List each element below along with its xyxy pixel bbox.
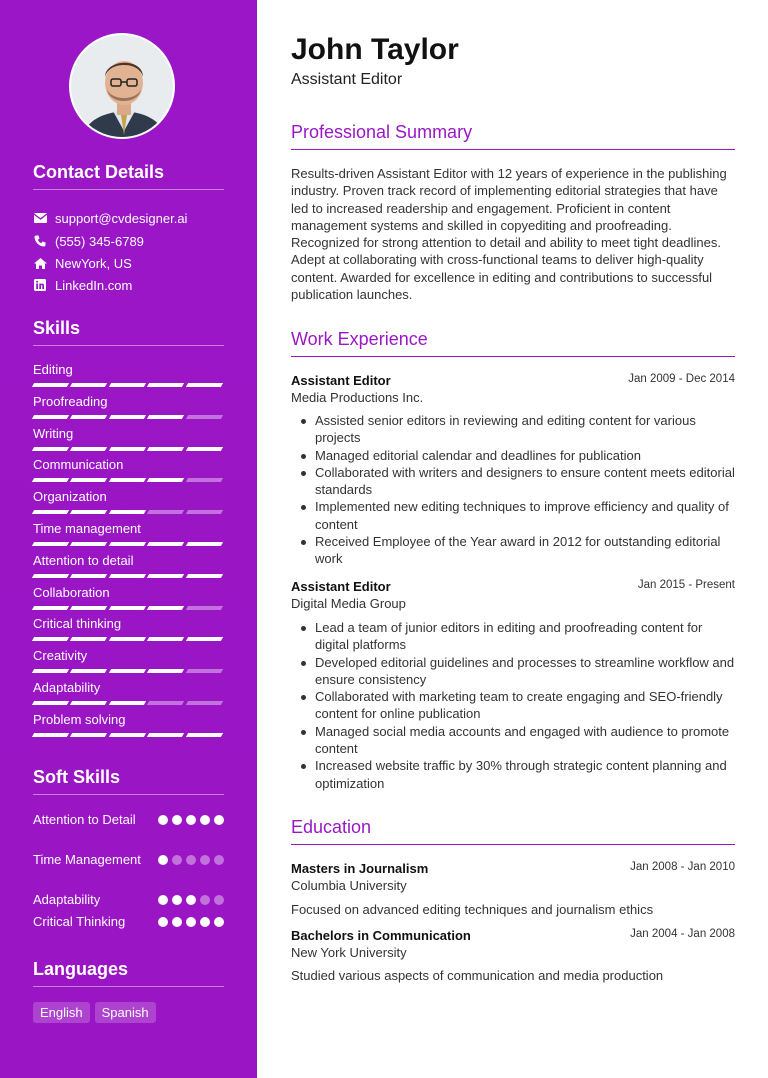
skill-level-segment — [185, 415, 223, 419]
skill-level-segment — [70, 637, 108, 641]
skill-level-segment — [70, 415, 108, 419]
soft-skill-rating — [158, 917, 224, 931]
skill-name: Collaboration — [33, 584, 110, 600]
skill-level-segment — [147, 637, 185, 641]
rating-dot — [186, 895, 196, 905]
job-bullet: Increased website traffic by 30% through strategic content planning and optimization — [291, 757, 735, 792]
soft-skill-row — [33, 851, 224, 869]
job-bullet: Implemented new editing techniques to improve efficiency and quality of content — [291, 498, 735, 533]
skill-level-segment — [32, 383, 70, 387]
skill-level-segment — [70, 478, 108, 482]
skill-level-segment — [147, 447, 185, 451]
skill-level-bar — [33, 733, 224, 737]
skill-level-segment — [32, 415, 70, 419]
skill-level-segment — [185, 542, 223, 546]
job-bullets — [291, 619, 735, 792]
job-company: Digital Media Group — [291, 596, 406, 611]
rating-dot — [158, 815, 168, 825]
skill-level-segment — [32, 606, 70, 610]
job-header — [291, 579, 735, 594]
skill-level-segment — [147, 733, 185, 737]
skill-level-segment — [109, 669, 147, 673]
contact-linkedin[interactable] — [33, 275, 132, 295]
contact-email-text: support@cvdesigner.ai — [55, 210, 188, 226]
contact-email[interactable] — [33, 208, 187, 228]
skill-level-segment — [109, 415, 147, 419]
skill-level-segment — [32, 447, 70, 451]
skill-level-segment — [32, 510, 70, 514]
skill-level-bar — [33, 478, 224, 482]
school-name: New York University — [291, 945, 407, 960]
skill-row — [33, 648, 224, 673]
skill-level-segment — [185, 606, 223, 610]
skill-level-bar — [33, 383, 224, 387]
contact-section-title: Contact Details — [33, 162, 224, 190]
envelope-icon — [33, 211, 47, 225]
skill-row — [33, 457, 224, 482]
rating-dot — [200, 815, 210, 825]
skill-level-segment — [70, 542, 108, 546]
rating-dot — [186, 917, 196, 927]
skill-level-bar — [33, 542, 224, 546]
rating-dot — [158, 895, 168, 905]
skill-name: Editing — [33, 362, 73, 377]
skill-row — [33, 521, 224, 546]
skill-level-segment — [185, 383, 223, 387]
rating-dot — [172, 917, 182, 927]
soft-skill-name: Adaptability — [33, 892, 101, 907]
soft-skill-name: Time Management — [33, 852, 141, 867]
job-header — [291, 373, 735, 388]
phone-icon — [33, 234, 47, 248]
skill-level-segment — [109, 447, 147, 451]
skill-level-segment — [185, 478, 223, 482]
rating-dot — [186, 815, 196, 825]
skill-name: Time management — [33, 521, 141, 536]
job-bullet: Received Employee of the Year award in 2012 for outstanding editorial work — [291, 533, 735, 568]
education-dates: Jan 2004 - Jan 2008 — [630, 928, 735, 940]
skill-name: Proofreading — [33, 393, 108, 409]
skill-level-segment — [109, 637, 147, 641]
skill-row — [33, 553, 224, 578]
skill-name: Adaptability — [33, 680, 101, 695]
contact-location — [33, 253, 132, 273]
skill-row — [33, 489, 224, 514]
summary-section-title: Professional Summary — [291, 122, 735, 150]
skill-level-segment — [185, 701, 223, 705]
skill-level-segment — [185, 637, 223, 641]
skill-level-segment — [109, 574, 147, 578]
education-description: Studied various aspects of communication and media production — [291, 968, 664, 983]
rating-dot — [172, 895, 182, 905]
skill-name: Critical thinking — [33, 616, 122, 632]
skill-name: Attention to detail — [33, 552, 134, 568]
language-chip: Spanish — [95, 1002, 156, 1023]
skill-name: Writing — [33, 425, 74, 441]
skill-level-segment — [32, 542, 70, 546]
rating-dot — [200, 917, 210, 927]
skill-level-bar — [33, 415, 224, 419]
skill-level-segment — [185, 574, 223, 578]
contact-location-text: NewYork, US — [55, 255, 132, 271]
skill-level-bar — [33, 447, 224, 451]
skill-level-segment — [32, 478, 70, 482]
skill-level-segment — [185, 669, 223, 673]
school-name: Columbia University — [291, 878, 407, 893]
skill-level-bar — [33, 574, 224, 578]
skill-level-segment — [147, 669, 185, 673]
skill-level-segment — [185, 733, 223, 737]
skill-row — [33, 712, 224, 737]
summary-text: Results-driven Assistant Editor with 12 years of experience in the publishing industry. Proven track record of implementing editorial strategies that have led to increased readership and engagement. Proficient in content management systems and skilled in copyediting and proofreading. Recognized for strong attention to detail and ability to meet tight deadlines. Adept at collaborating with cross-functional teams to deliver high-quality content. Awarded for excellence in editing and contributions to successful publication launches. — [291, 166, 727, 303]
candidate-name: John Taylor — [291, 33, 459, 66]
rating-dot — [172, 855, 182, 865]
skill-level-segment — [70, 733, 108, 737]
education-section-title: Education — [291, 817, 735, 845]
job-bullet: Lead a team of junior editors in editing and proofreading content for digital platforms — [291, 619, 735, 654]
skill-level-segment — [70, 383, 108, 387]
candidate-role: Assistant Editor — [291, 71, 403, 88]
skill-row — [33, 680, 224, 705]
job-bullet: Collaborated with writers and designers to ensure content meets editorial standards — [291, 464, 735, 499]
skill-level-segment — [70, 447, 108, 451]
skill-level-segment — [109, 701, 147, 705]
skill-row — [33, 585, 224, 610]
education-dates: Jan 2008 - Jan 2010 — [630, 861, 735, 873]
rating-dot — [214, 815, 224, 825]
skill-level-bar — [33, 637, 224, 641]
skill-level-segment — [70, 510, 108, 514]
skill-level-segment — [109, 478, 147, 482]
rating-dot — [214, 917, 224, 927]
skill-level-segment — [32, 733, 70, 737]
skill-level-segment — [147, 542, 185, 546]
skill-level-segment — [147, 383, 185, 387]
skill-level-segment — [109, 733, 147, 737]
languages-list — [33, 1002, 156, 1023]
profile-photo — [69, 33, 175, 139]
skill-level-segment — [185, 447, 223, 451]
skill-level-bar — [33, 606, 224, 610]
contact-linkedin-text: LinkedIn.com — [55, 277, 133, 293]
rating-dot — [158, 855, 168, 865]
skill-name: Problem solving — [33, 711, 126, 727]
skill-name: Organization — [33, 489, 107, 505]
language-chip: English — [33, 1002, 90, 1023]
skill-level-segment — [147, 701, 185, 705]
job-dates: Jan 2015 - Present — [637, 579, 735, 591]
degree-title: Masters in Journalism — [291, 861, 429, 876]
skill-level-segment — [32, 669, 70, 673]
skill-row — [33, 362, 224, 387]
skill-level-segment — [32, 574, 70, 578]
contact-phone[interactable] — [33, 231, 144, 251]
soft-skill-rating — [158, 895, 224, 909]
skill-level-segment — [147, 415, 185, 419]
skill-level-segment — [70, 701, 108, 705]
skills-section-title: Skills — [33, 318, 224, 346]
skill-level-bar — [33, 510, 224, 514]
rating-dot — [200, 855, 210, 865]
skill-level-segment — [109, 510, 147, 514]
skill-level-bar — [33, 701, 224, 705]
soft-skill-name: Attention to Detail — [33, 812, 136, 827]
skill-row — [33, 394, 224, 419]
soft-skill-row — [33, 891, 224, 909]
job-bullets — [291, 412, 735, 568]
soft-skills-section-title: Soft Skills — [33, 767, 224, 795]
linkedin-icon — [33, 278, 47, 292]
skill-level-segment — [147, 478, 185, 482]
job-title: Assistant Editor — [291, 373, 391, 388]
rating-dot — [172, 815, 182, 825]
skill-level-segment — [32, 637, 70, 641]
job-bullet: Collaborated with marketing team to create engaging and SEO-friendly content for online publication — [291, 688, 735, 723]
soft-skill-row — [33, 811, 224, 829]
job-bullet: Developed editorial guidelines and processes to streamline workflow and ensure consistency — [291, 654, 735, 689]
soft-skill-rating — [158, 855, 224, 869]
contact-phone-text: (555) 345-6789 — [55, 233, 144, 249]
skill-level-segment — [185, 510, 223, 514]
job-bullet: Assisted senior editors in reviewing and editing content for various projects — [291, 412, 735, 447]
rating-dot — [214, 855, 224, 865]
skill-level-segment — [32, 701, 70, 705]
education-header — [291, 861, 735, 876]
soft-skill-row — [33, 913, 224, 931]
job-dates: Jan 2009 - Dec 2014 — [628, 373, 735, 385]
skill-level-segment — [109, 606, 147, 610]
soft-skill-name: Critical Thinking — [33, 914, 126, 929]
skill-level-segment — [70, 669, 108, 673]
skill-row — [33, 426, 224, 451]
degree-title: Bachelors in Communication — [291, 928, 471, 943]
skill-level-segment — [70, 574, 108, 578]
experience-section-title: Work Experience — [291, 329, 735, 357]
skill-level-segment — [147, 574, 185, 578]
education-header — [291, 928, 735, 943]
skill-name: Communication — [33, 457, 124, 473]
skill-name: Creativity — [33, 648, 88, 664]
job-bullet: Managed editorial calendar and deadlines for publication — [291, 447, 735, 464]
rating-dot — [158, 917, 168, 927]
job-company: Media Productions Inc. — [291, 390, 424, 405]
education-description: Focused on advanced editing techniques and journalism ethics — [291, 902, 654, 917]
job-title: Assistant Editor — [291, 579, 391, 594]
skill-level-segment — [109, 383, 147, 387]
skill-level-segment — [109, 542, 147, 546]
skill-level-bar — [33, 669, 224, 673]
job-bullet: Managed social media accounts and engaged with audience to promote content — [291, 723, 735, 758]
rating-dot — [186, 855, 196, 865]
skill-level-segment — [147, 606, 185, 610]
home-icon — [33, 256, 47, 270]
rating-dot — [200, 895, 210, 905]
rating-dot — [214, 895, 224, 905]
skill-row — [33, 616, 224, 641]
skill-level-segment — [147, 510, 185, 514]
languages-section-title: Languages — [33, 959, 224, 987]
soft-skill-rating — [158, 815, 224, 829]
skill-level-segment — [70, 606, 108, 610]
